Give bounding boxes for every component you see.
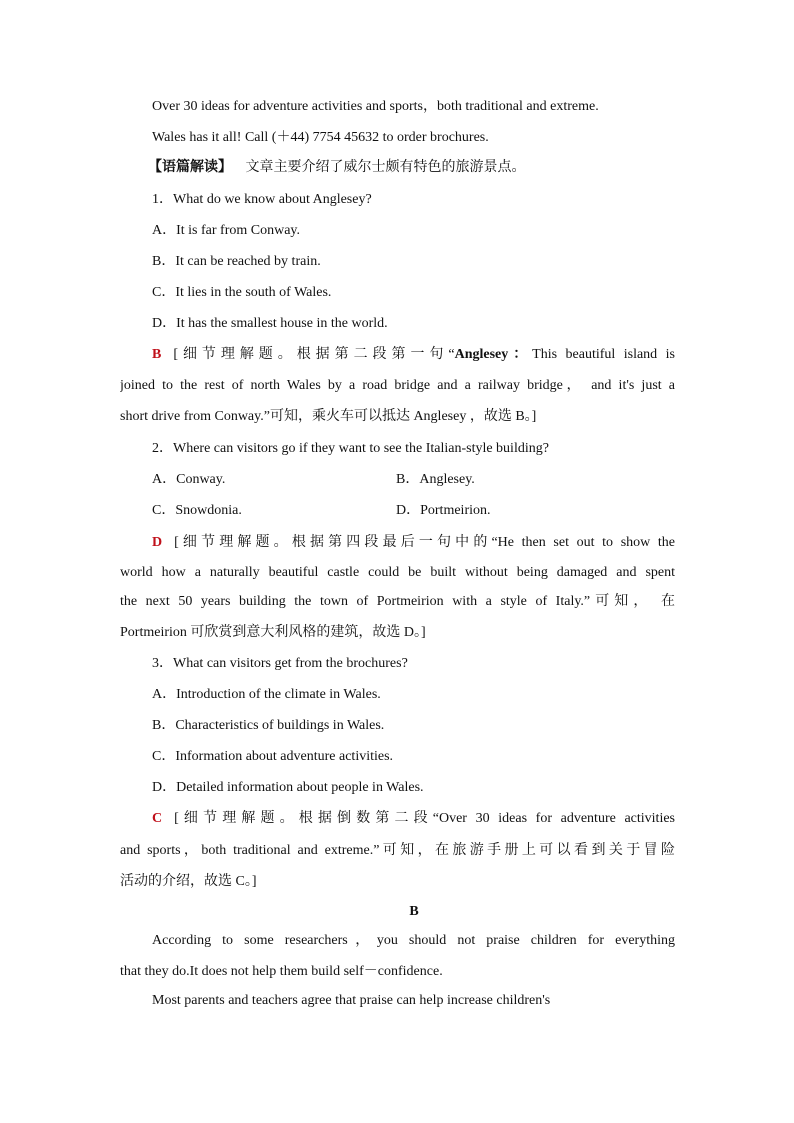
question-stem: 2．Where can visitors go if they want to see the Italian-style building? xyxy=(152,441,549,456)
option: C．Information about adventure activities. xyxy=(152,749,394,764)
summary-label: 【语篇解读】 xyxy=(148,160,232,175)
explanation-line: and sports，both traditional and extreme.”可知，在旅游手册上可以看到关于冒险 xyxy=(120,843,675,858)
question-stem: 1．What do we know about Anglesey? xyxy=(152,192,372,207)
explanation-line xyxy=(152,345,675,365)
option: B．Characteristics of buildings in Wales. xyxy=(152,718,385,733)
keyword: Anglesey： xyxy=(454,347,533,362)
explanation-line: 活动的介绍，故选 C。] xyxy=(120,874,257,889)
explanation-line: Portmeirion 可欣赏到意大利风格的建筑，故选 D。] xyxy=(120,625,426,640)
passage-line: According to some researchers，you should not praise children for everything xyxy=(152,933,675,948)
answer-letter: B xyxy=(152,347,162,362)
option: A．It is far from Conway. xyxy=(152,223,301,238)
summary-text: 文章主要介绍了威尔士颇有特色的旅游景点。 xyxy=(245,160,526,175)
option: C．It lies in the south of Wales. xyxy=(152,285,332,300)
summary xyxy=(148,158,703,178)
option: D．Portmeirion. xyxy=(396,503,491,518)
answer-letter: D xyxy=(152,535,163,550)
explanation-line: joined to the rest of north Wales by a road bridge and a railway bridge， and it's just a xyxy=(120,378,675,393)
option-row xyxy=(152,501,675,521)
option: B．It can be reached by train. xyxy=(152,254,321,269)
passage-line: that they do.It does not help them build self－confidence. xyxy=(120,964,443,979)
option-row xyxy=(152,470,675,490)
option: A．Introduction of the climate in Wales. xyxy=(152,687,381,702)
explanation-text: [细节理解题。根据第二段第一句“ xyxy=(173,347,455,362)
explanation-text: This beautiful island is xyxy=(532,347,675,362)
option: A．Conway. xyxy=(152,472,226,487)
option: B．Anglesey. xyxy=(396,472,475,487)
explanation-text: [细节理解题。根据倒数第二段“Over 30 ideas for adventure activities xyxy=(174,811,675,826)
explanation-text: [细节理解题。根据第四段最后一句中的“He then set out to show the xyxy=(174,535,675,550)
passage-line: Most parents and teachers agree that praise can help increase children's xyxy=(152,993,551,1008)
explanation-line: world how a naturally beautiful castle could be built without being damaged and spent xyxy=(120,565,675,580)
answer-letter: C xyxy=(152,811,163,826)
option: D．It has the smallest house in the world. xyxy=(152,316,388,331)
explanation-line xyxy=(152,809,675,829)
passage-line: Over 30 ideas for adventure activities and sports，both traditional and extreme. xyxy=(152,99,599,114)
option: C．Snowdonia. xyxy=(152,503,242,518)
section-heading: B xyxy=(409,904,419,919)
explanation-line: the next 50 years building the town of Portmeirion with a style of Italy.”可知， 在 xyxy=(120,594,675,609)
passage-line: Wales has it all! Call (＋44) 7754 45632 to order brochures. xyxy=(152,130,489,145)
question-stem: 3．What can visitors get from the brochures? xyxy=(152,656,408,671)
explanation-line: short drive from Conway.”可知，乘火车可以抵达 Anglesey ，故选 B。] xyxy=(120,409,537,424)
explanation-line xyxy=(152,533,675,553)
option: D．Detailed information about people in Wales. xyxy=(152,780,424,795)
